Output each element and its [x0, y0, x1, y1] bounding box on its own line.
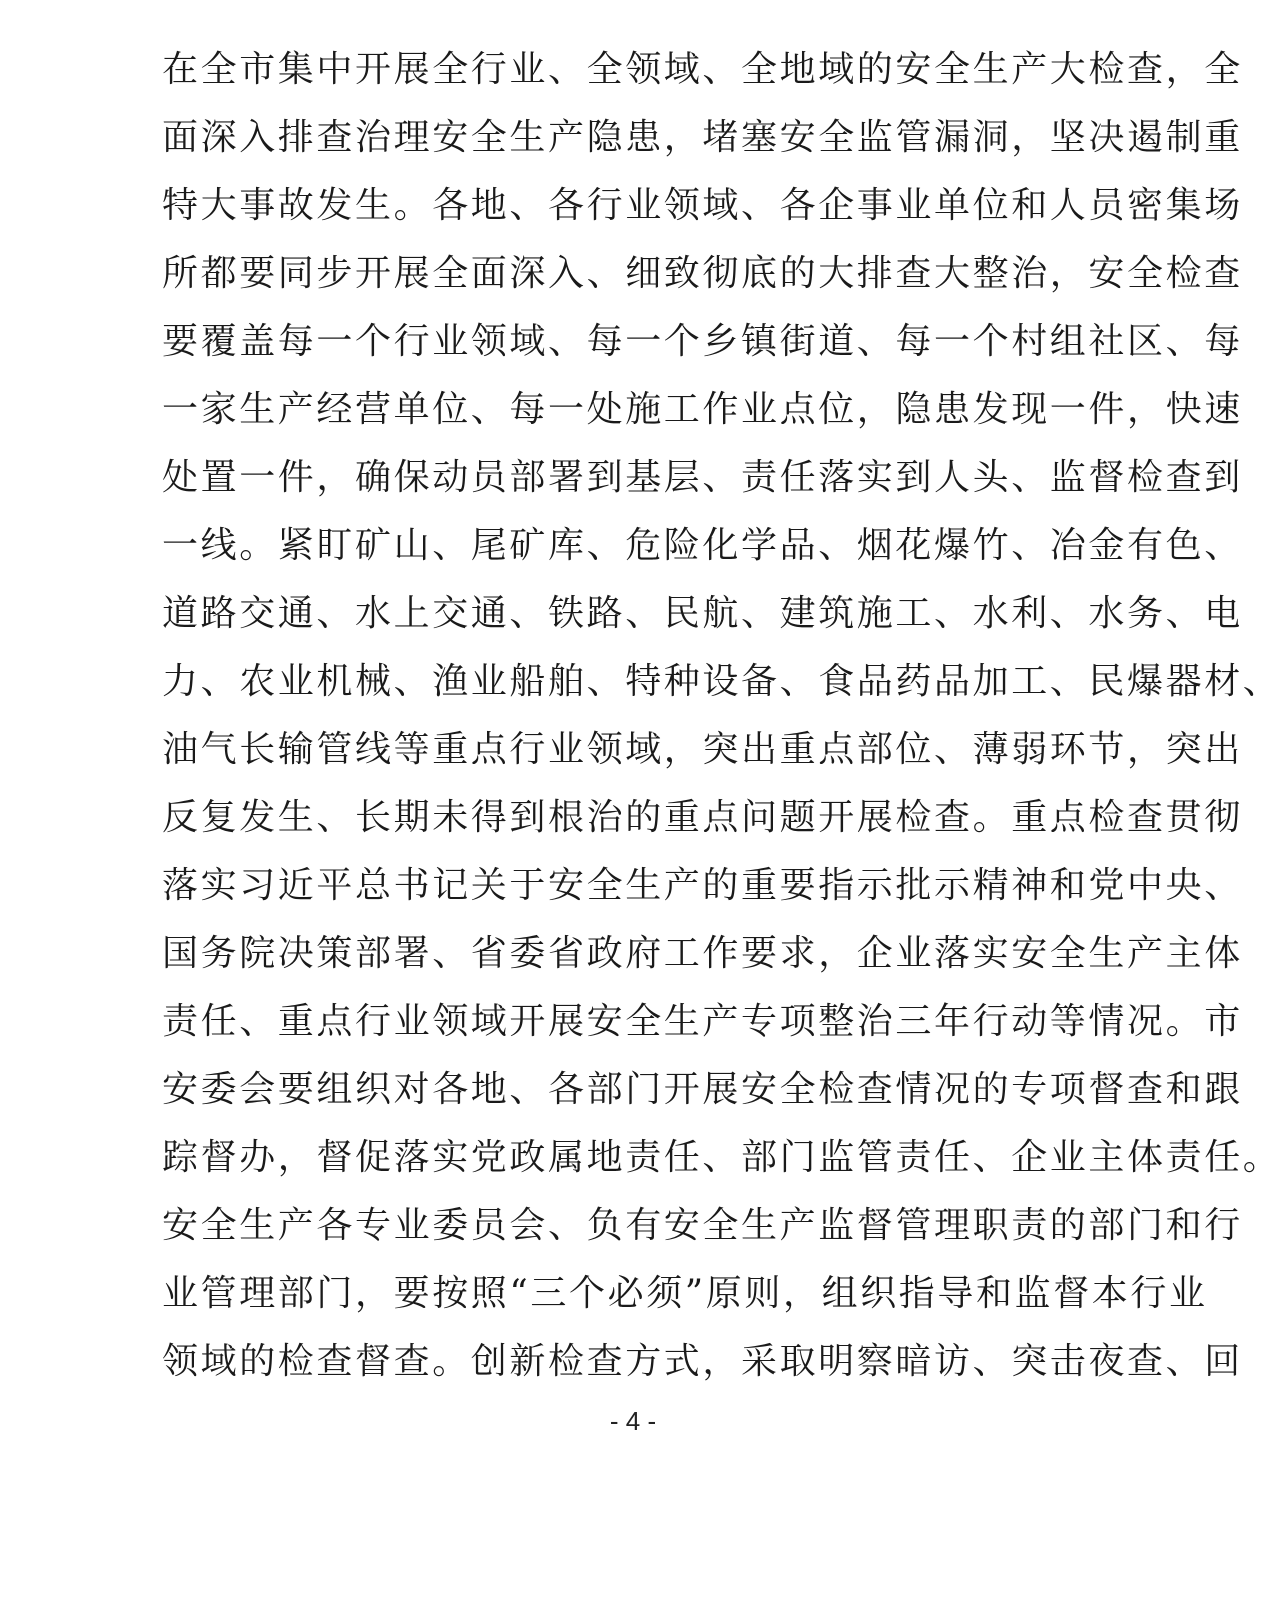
text-line: 一线。紧盯矿山、尾矿库、危险化学品、烟花爆竹、冶金有色、 [162, 525, 1243, 566]
text-line: 落实习近平总书记关于安全生产的重要指示批示精神和党中央、 [162, 865, 1243, 906]
text-line: 一家生产经营单位、每一处施工作业点位，隐患发现一件，快速 [162, 389, 1243, 430]
text-line: 国务院决策部署、省委省政府工作要求，企业落实安全生产主体 [162, 933, 1243, 974]
text-line: 道路交通、水上交通、铁路、民航、建筑施工、水利、水务、电 [162, 593, 1243, 634]
text-line: 特大事故发生。各地、各行业领域、各企事业单位和人员密集场 [162, 185, 1243, 226]
text-line: 业管理部门，要按照“三个必须”原则，组织指导和监督本行业 [162, 1273, 1208, 1314]
text-line: 处置一件，确保动员部署到基层、责任落实到人头、监督检查到 [162, 457, 1243, 498]
text-line: 要覆盖每一个行业领域、每一个乡镇街道、每一个村组社区、每 [162, 321, 1243, 362]
text-line: 踪督办，督促落实党政属地责任、部门监管责任、企业主体责任。 [162, 1137, 1281, 1178]
body-text [162, 36, 1281, 1396]
text-line: 所都要同步开展全面深入、细致彻底的大排查大整治，安全检查 [162, 253, 1243, 294]
text-line: 在全市集中开展全行业、全领域、全地域的安全生产大检查，全 [162, 49, 1243, 90]
text-line: 面深入排查治理安全生产隐患，堵塞安全监管漏洞，坚决遏制重 [162, 117, 1243, 158]
page-number: - 4 - [609, 1406, 657, 1436]
text-line: 安全生产各专业委员会、负有安全生产监督管理职责的部门和行 [162, 1205, 1243, 1246]
text-line: 责任、重点行业领域开展安全生产专项整治三年行动等情况。市 [162, 1001, 1243, 1042]
text-line: 领域的检查督查。创新检查方式，采取明察暗访、突击夜查、回 [162, 1341, 1243, 1382]
text-line: 力、农业机械、渔业船舶、特种设备、食品药品加工、民爆器材、 [162, 661, 1281, 702]
text-line: 油气长输管线等重点行业领域，突出重点部位、薄弱环节，突出 [162, 729, 1243, 770]
text-line: 安委会要组织对各地、各部门开展安全检查情况的专项督查和跟 [162, 1069, 1243, 1110]
text-line: 反复发生、长期未得到根治的重点问题开展检查。重点检查贯彻 [162, 797, 1243, 838]
